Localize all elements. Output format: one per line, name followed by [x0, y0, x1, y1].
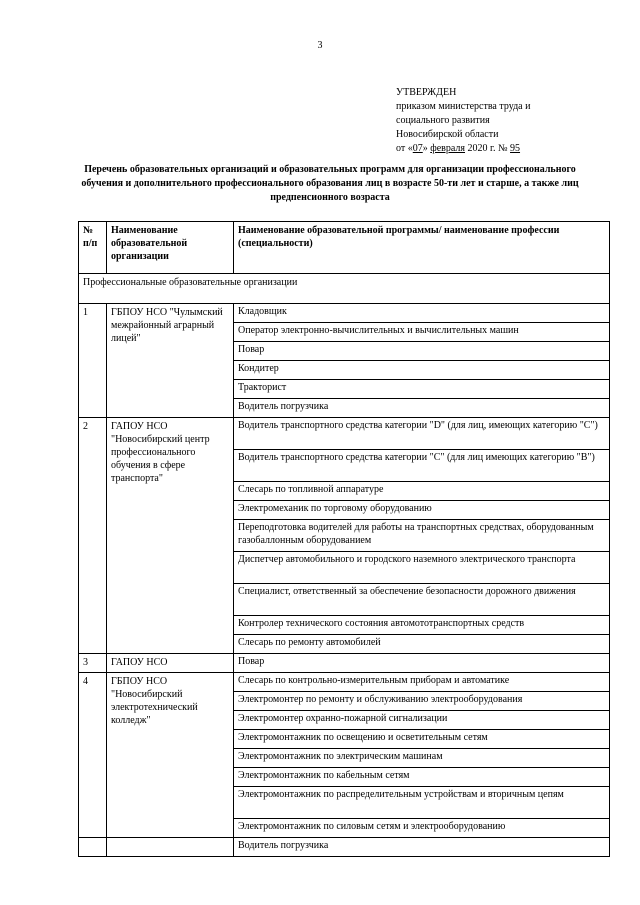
- program-cell: Тракторист: [234, 380, 610, 399]
- approval-line: приказом министерства труда и: [396, 101, 531, 112]
- table-row: [79, 673, 610, 692]
- approval-line: социального развития: [396, 115, 490, 126]
- program-cell: Водитель погрузчика: [234, 399, 610, 418]
- approval-title: УТВЕРЖДЕН: [396, 87, 457, 98]
- program-cell: Слесарь по топливной аппаратуре: [234, 482, 610, 501]
- program-cell: Водитель транспортного средства категории "D" (для лиц, имеющих категорию "С"): [234, 418, 610, 450]
- header-program: Наименование образовательной программы/ наименование профессии (специальности): [234, 222, 610, 274]
- header-num: № п/п: [79, 222, 107, 274]
- row-org: ГАПОУ НСО: [107, 654, 234, 673]
- approval-day: 07: [412, 143, 423, 154]
- program-cell: Слесарь по контрольно-измерительным приборам и автоматике: [234, 673, 610, 692]
- document-title: Перечень образовательных организаций и образовательных программ для организации профессионального обучения и дополнительного профессионального образования лиц в возрасте 50-ти лет и старше, а также лиц предпенсионного возраста: [81, 164, 579, 203]
- table-header-row: [79, 222, 610, 274]
- program-cell: Электромонтажник по электрическим машинам: [234, 749, 610, 768]
- program-cell: Электромонтажник по распределительным устройствам и вторичным цепям: [234, 787, 610, 819]
- table-row: [79, 418, 610, 450]
- program-cell: Электромонтажник по кабельным сетям: [234, 768, 610, 787]
- header-org: Наименование образовательной организации: [107, 222, 234, 274]
- program-cell: Электромонтер по ремонту и обслуживанию электрооборудования: [234, 692, 610, 711]
- program-cell: Кондитер: [234, 361, 610, 380]
- program-cell: Специалист, ответственный за обеспечение безопасности дорожного движения: [234, 584, 610, 616]
- program-cell: Переподготовка водителей для работы на транспортных средствах, оборудованным газобаллонным оборудованием: [234, 520, 610, 552]
- program-cell: Контролер технического состояния автомототранспортных средств: [234, 616, 610, 635]
- program-cell: Электромонтер охранно-пожарной сигнализации: [234, 711, 610, 730]
- row-org: ГБПОУ НСО "Новосибирский электротехнический колледж": [107, 673, 234, 838]
- program-cell: Водитель транспортного средства категории "С" (для лиц имеющих категорию "В"): [234, 450, 610, 482]
- program-cell: Электромонтажник по силовым сетям и электрооборудованию: [234, 819, 610, 838]
- row-num: 4: [79, 673, 107, 838]
- row-num-empty: [79, 838, 107, 857]
- table-row: [79, 838, 610, 857]
- section-row: [79, 274, 610, 304]
- approval-line: Новосибирской области: [396, 129, 499, 140]
- program-cell: Слесарь по ремонту автомобилей: [234, 635, 610, 654]
- program-cell: Электромонтажник по освещению и осветительным сетям: [234, 730, 610, 749]
- program-cell: Диспетчер автомобильного и городского наземного электрического транспорта: [234, 552, 610, 584]
- programs-table: [78, 221, 610, 857]
- program-cell: Оператор электронно-вычислительных и вычислительных машин: [234, 323, 610, 342]
- program-cell: Повар: [234, 654, 610, 673]
- row-num: 2: [79, 418, 107, 654]
- page-number: 3: [317, 40, 323, 51]
- section-title: Профессиональные образовательные организации: [79, 274, 610, 304]
- approval-month: февраля: [430, 143, 466, 154]
- table-row: [79, 304, 610, 323]
- row-org: ГБПОУ НСО "Чулымский межрайонный аграрный лицей": [107, 304, 234, 418]
- program-cell: Водитель погрузчика: [234, 838, 610, 857]
- row-org-empty: [107, 838, 234, 857]
- program-cell: Повар: [234, 342, 610, 361]
- approval-block: [396, 86, 530, 156]
- table-row: [79, 654, 610, 673]
- program-cell: Кладовщик: [234, 304, 610, 323]
- program-cell: Электромеханик по торговому оборудованию: [234, 501, 610, 520]
- row-num: 3: [79, 654, 107, 673]
- approval-number: 95: [510, 143, 521, 154]
- row-num: 1: [79, 304, 107, 418]
- approval-date: от «07» февраля 2020 г. № 95: [396, 143, 521, 154]
- row-org: ГАПОУ НСО "Новосибирский центр профессионального обучения в сфере транспорта": [107, 418, 234, 654]
